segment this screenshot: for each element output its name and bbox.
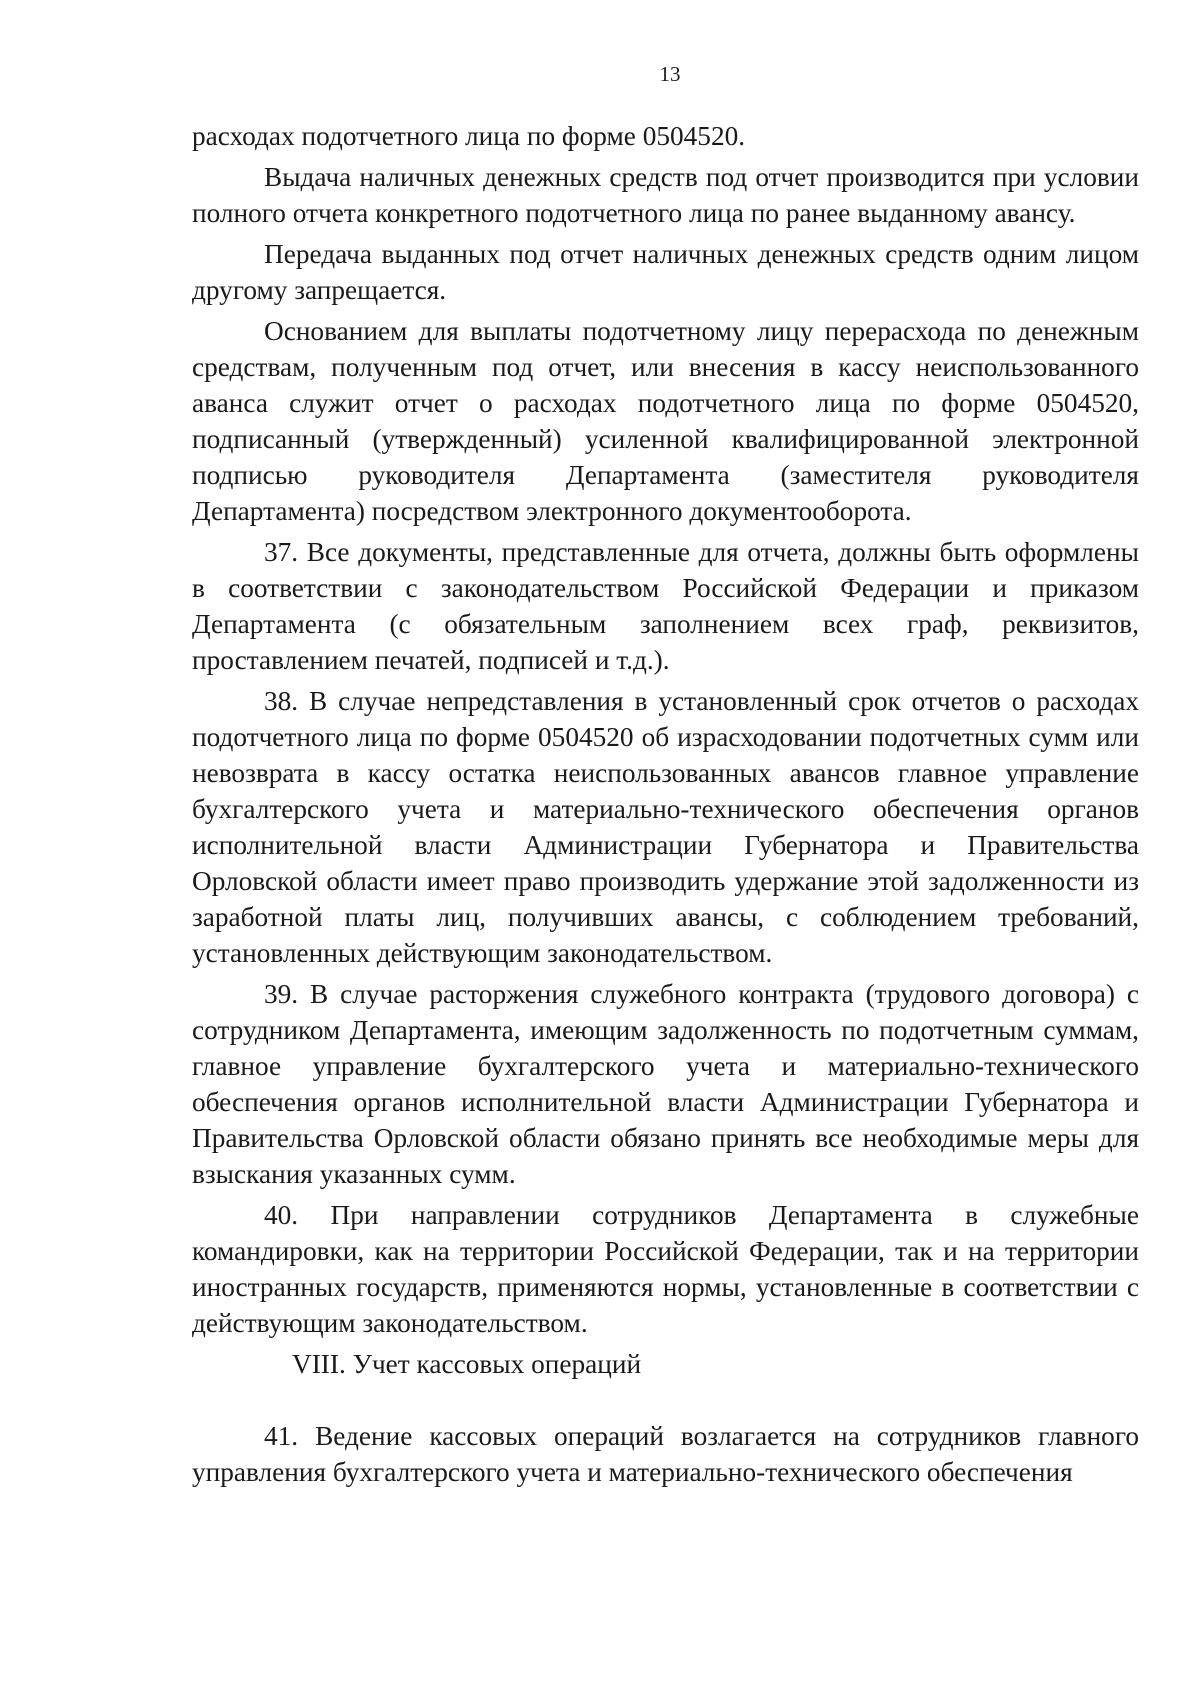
paragraph-overspend-basis: Основанием для выплаты подотчетному лицу перерасхода по денежным средствам, полученным под отчет, или внесения в кассу неиспользованного аванса служит отчет о расходах подотчетного лица по форме 0504520, подписанный (утвержденный) усиленной квалифицированной электронной подписью руководителя Департамента (заместителя руководителя Департамента) посредством электронного документооборота. <box>192 316 1139 526</box>
paragraph-continuation: расходах подотчетного лица по форме 0504520. <box>192 121 746 151</box>
section-heading: VIII. Учет кассовых операций <box>292 1349 642 1379</box>
paragraph-item-39: 39. В случае расторжения служебного контракта (трудового договора) с сотрудником Департамента, имеющим задолженность по подотчетным суммам, главное управление бухгалтерского учета и материально-технического обеспечения органов исполнительной власти Администрации Губернатора и Правительства Орловской области обязано принять все необходимые меры для взыскания указанных сумм. <box>192 979 1139 1189</box>
paragraph-item-40: 40. При направлении сотрудников Департамента в служебные командировки, как на территории Российской Федерации, так и на территории иностранных государств, применяются нормы, установленные в соответствии с действующим законодательством. <box>192 1200 1139 1338</box>
paragraph-transfer-prohibited: Передача выданных под отчет наличных денежных средств одним лицом другому запрещается. <box>192 239 1139 305</box>
paragraph-item-37: 37. Все документы, представленные для отчета, должны быть оформлены в соответствии с законодательством Российской Федерации и приказом Департамента (с обязательным заполнением всех граф, реквизитов, проставлением печатей, подписей и т.д.). <box>192 537 1139 675</box>
document-body <box>192 118 1139 1490</box>
paragraph-cash-issue: Выдача наличных денежных средств под отчет производится при условии полного отчета конкретного подотчетного лица по ранее выданному авансу. <box>192 162 1139 228</box>
paragraph-item-41: 41. Ведение кассовых операций возлагается на сотрудников главного управления бухгалтерского учета и материально-технического обеспечения <box>192 1421 1139 1487</box>
page-number: 13 <box>659 62 681 86</box>
paragraph-item-38: 38. В случае непредставления в установленный срок отчетов о расходах подотчетного лица по форме 0504520 об израсходовании подотчетных сумм или невозврата в кассу остатка неиспользованных авансов главное управление бухгалтерского учета и материально-технического обеспечения органов исполнительной власти Администрации Губернатора и Правительства Орловской области имеет право производить удержание этой задолженности из заработной платы лиц, получивших авансы, с соблюдением требований, установленных действующим законодательством. <box>192 686 1139 968</box>
